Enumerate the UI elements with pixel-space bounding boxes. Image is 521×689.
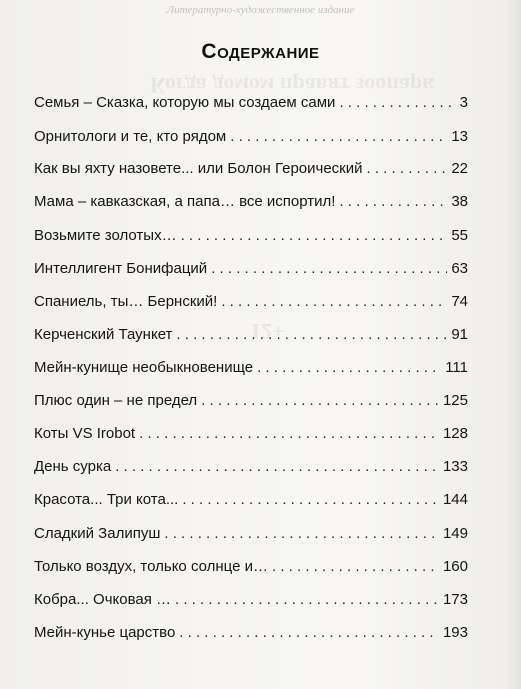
toc-leader-dots — [230, 126, 447, 148]
toc-leader-dots — [115, 456, 439, 478]
toc-leader-dots — [211, 258, 447, 280]
toc-entry-title: Коты VS Irobot — [34, 425, 136, 442]
toc-leader-dots — [175, 589, 439, 611]
toc-entry-page-number: 133 — [442, 458, 468, 475]
toc-entry-title: Семья – Сказка, которую мы создаем сами — [34, 94, 336, 111]
toc-entry-page-number: 74 — [451, 293, 468, 310]
toc-entry-page-number: 13 — [451, 128, 468, 145]
toc-entry-title: Сладкий Залипуш — [34, 525, 161, 542]
toc-entry-page-number: 193 — [442, 624, 468, 641]
toc-leader-dots — [139, 423, 439, 445]
toc-entry-page-number: 160 — [442, 558, 468, 575]
toc-entry — [34, 225, 468, 247]
toc-entry — [34, 523, 468, 545]
toc-entry-page-number: 3 — [459, 94, 468, 111]
toc-entry-page-number: 63 — [451, 260, 468, 277]
toc-entry-title: Мама – кавказская, а папа… все испортил! — [34, 193, 336, 210]
toc-entry-title: День сурка — [34, 458, 112, 475]
toc-entry — [34, 622, 468, 644]
toc-entry-title: Мейн-кунье царство — [34, 624, 176, 641]
toc-entry-title: Спаниель, ты… Бернский! — [34, 293, 218, 310]
toc-entry-title: Красота... Три кота... — [34, 491, 179, 508]
toc-entry — [34, 258, 468, 280]
toc-entry-title: Как вы яхту назовете... или Болон Героический — [34, 160, 363, 177]
toc-leader-dots — [257, 357, 441, 379]
toc-entry-title: Орнитологи и те, кто рядом — [34, 128, 227, 145]
toc-entry-title: Мейн-кунище необыкновенище — [34, 359, 254, 376]
toc-leader-dots — [201, 390, 439, 412]
toc-leader-dots — [164, 523, 439, 545]
toc-entry — [34, 556, 468, 578]
toc-entry — [34, 92, 468, 114]
toc-entry — [34, 589, 468, 611]
toc-entry — [34, 390, 468, 412]
toc-leader-dots — [179, 622, 439, 644]
toc-entry — [34, 423, 468, 445]
toc-entry — [34, 357, 468, 379]
toc-entry-page-number: 111 — [445, 359, 468, 376]
toc-leader-dots — [176, 324, 447, 346]
toc-entry-title: Кобра... Очковая … — [34, 591, 172, 608]
running-header: Литературно-художественное издание — [166, 4, 355, 16]
toc-entry — [34, 324, 468, 346]
toc-entry — [34, 456, 468, 478]
toc-leader-dots — [181, 225, 448, 247]
show-through-text: Когда домом правят зоопарк — [150, 73, 435, 98]
page-edge-shadow — [507, 0, 521, 689]
toc-leader-dots — [367, 158, 448, 180]
toc-entry-page-number: 125 — [442, 392, 468, 409]
toc-entry — [34, 489, 468, 511]
toc-entry-page-number: 144 — [442, 491, 468, 508]
toc-entry-page-number: 173 — [442, 591, 468, 608]
toc-entry-title: Интеллигент Бонифаций — [34, 260, 208, 277]
toc-entry-title: Плюс один – не предел — [34, 392, 198, 409]
toc-entry-page-number: 22 — [451, 160, 468, 177]
toc-entry-page-number: 55 — [451, 227, 468, 244]
toc-leader-dots — [272, 556, 439, 578]
toc-entry-page-number: 149 — [442, 525, 468, 542]
toc-entry-page-number: 91 — [451, 326, 468, 343]
page-title: Содержание — [201, 40, 320, 63]
toc-leader-dots — [339, 92, 455, 114]
toc-entry — [34, 158, 468, 180]
toc-entry-title: Возьмите золотых… — [34, 227, 177, 244]
toc-entry — [34, 291, 468, 313]
toc-entry-title: Только воздух, только солнце и… — [34, 558, 268, 575]
show-through-age-mark: 12+ — [250, 319, 285, 344]
toc-entry-page-number: 38 — [451, 193, 468, 210]
toc-leader-dots — [182, 489, 439, 511]
toc-entry-page-number: 128 — [442, 425, 468, 442]
toc-leader-dots — [339, 191, 447, 213]
toc-entry — [34, 191, 468, 213]
toc-leader-dots — [221, 291, 447, 313]
toc-entry-title: Керченский Таункет — [34, 326, 173, 343]
toc-entry — [34, 126, 468, 148]
